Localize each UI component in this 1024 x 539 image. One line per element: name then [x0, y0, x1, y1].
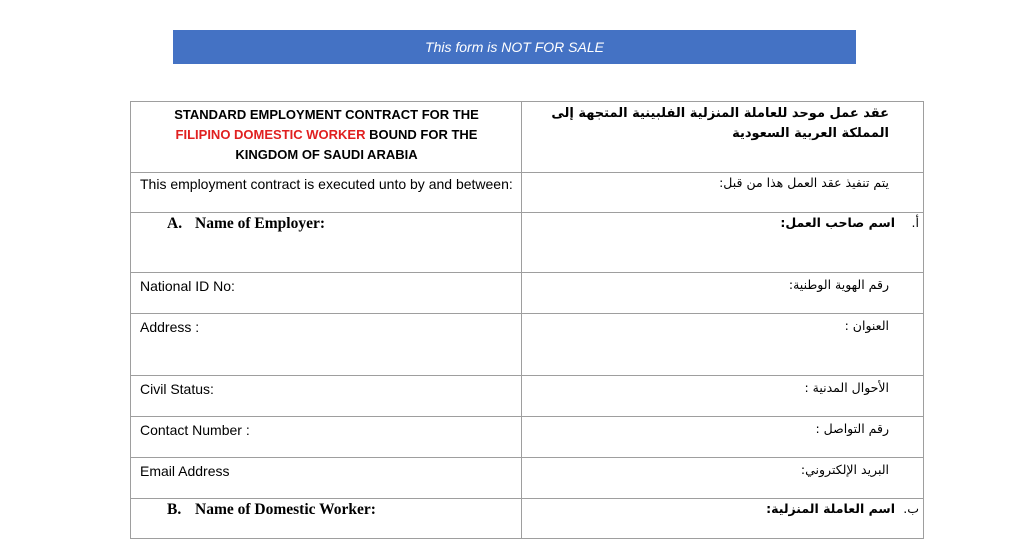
civil-status-cell-en[interactable] — [131, 376, 522, 417]
email-cell-ar[interactable] — [522, 458, 924, 499]
civil-status-label: Civil Status: — [140, 381, 214, 397]
national-id-cell-ar[interactable] — [522, 273, 924, 314]
not-for-sale-banner — [173, 30, 856, 64]
executed-by-row — [131, 173, 924, 213]
contact-number-label-ar: رقم التواصل : — [815, 421, 889, 436]
section-a-heading-ar — [531, 215, 919, 230]
national-id-label: National ID No: — [140, 278, 235, 294]
section-a-letter-ar: أ. — [911, 215, 919, 230]
section-b-letter: B. — [167, 501, 182, 518]
filipino-worker-highlight: FILIPINO DOMESTIC WORKER — [175, 127, 366, 142]
address-label-ar: العنوان : — [844, 318, 889, 333]
title-line-3: KINGDOM OF SAUDI ARABIA — [235, 147, 418, 162]
domestic-worker-name-cell-en[interactable] — [131, 499, 522, 539]
national-id-row — [131, 273, 924, 314]
contact-number-cell-en[interactable] — [131, 417, 522, 458]
executed-by-text-en: This employment contract is executed unto by and between: — [140, 176, 513, 192]
header-cell-ar — [522, 102, 924, 173]
executed-by-text-ar: يتم تنفيذ عقد العمل هذا من قبل: — [719, 175, 889, 190]
section-b-heading-ar — [531, 501, 919, 516]
employer-name-label-ar: اسم صاحب العمل: — [780, 215, 895, 230]
employment-contract-table — [130, 101, 924, 539]
banner-text: This form is NOT FOR SALE — [425, 39, 604, 55]
employer-name-row — [131, 213, 924, 273]
address-row — [131, 314, 924, 376]
section-a-letter: A. — [167, 215, 183, 232]
title-line-2 — [140, 125, 513, 145]
email-row — [131, 458, 924, 499]
section-b-heading-en — [140, 501, 513, 519]
contract-title-en — [140, 104, 513, 165]
contact-number-label: Contact Number : — [140, 422, 250, 438]
email-label-ar: البريد الإلكتروني: — [800, 462, 889, 477]
section-a-heading-en — [140, 215, 513, 233]
contact-number-cell-ar[interactable] — [522, 417, 924, 458]
civil-status-row — [131, 376, 924, 417]
national-id-label-ar: رقم الهوية الوطنية: — [788, 277, 889, 292]
domestic-worker-name-row — [131, 499, 924, 539]
civil-status-cell-ar[interactable] — [522, 376, 924, 417]
header-cell-en — [131, 102, 522, 173]
domestic-worker-name-label: Name of Domestic Worker: — [195, 501, 376, 518]
section-b-letter-ar: ب. — [903, 501, 919, 516]
header-row — [131, 102, 924, 173]
contract-title-ar: عقد عمل موحد للعاملة المنزلية الفلبينية المتجهة إلى المملكة العربية السعودية — [551, 106, 889, 141]
civil-status-label-ar: الأحوال المدنية : — [804, 380, 889, 395]
email-cell-en[interactable] — [131, 458, 522, 499]
domestic-worker-name-cell-ar[interactable] — [522, 499, 924, 539]
contact-number-row — [131, 417, 924, 458]
title-line-1: STANDARD EMPLOYMENT CONTRACT FOR THE — [174, 107, 479, 122]
national-id-cell-en[interactable] — [131, 273, 522, 314]
executed-by-label-ar — [522, 173, 924, 213]
employer-name-label: Name of Employer: — [195, 215, 325, 232]
title-line-2-rest: BOUND FOR THE — [365, 127, 478, 142]
employer-name-cell-ar[interactable] — [522, 213, 924, 273]
address-label: Address : — [140, 319, 200, 335]
executed-by-label-en — [131, 173, 522, 213]
employer-name-cell-en[interactable] — [131, 213, 522, 273]
domestic-worker-name-label-ar: اسم العاملة المنزلية: — [766, 501, 895, 516]
address-cell-en[interactable] — [131, 314, 522, 376]
address-cell-ar[interactable] — [522, 314, 924, 376]
email-label: Email Address — [140, 463, 230, 479]
